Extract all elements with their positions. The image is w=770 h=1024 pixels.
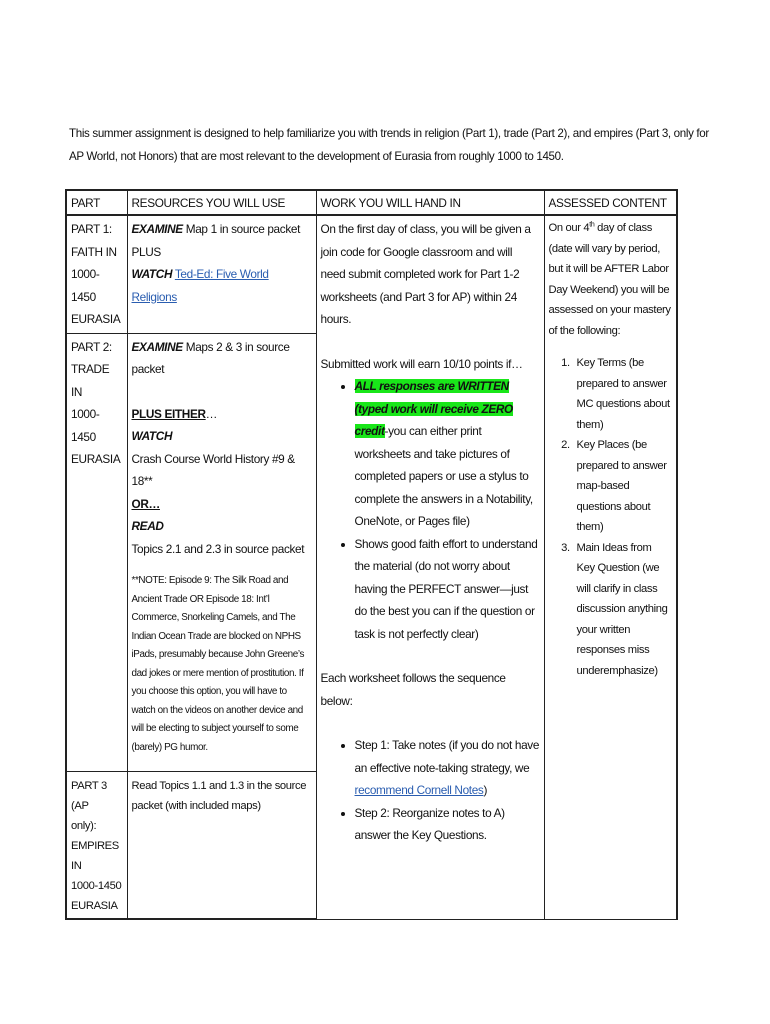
- intro-paragraph: This summer assignment is designed to help familiarize you with trends in religion (Part 1), trade (Part 2), and empires (Part 3, only for AP World, not Honors) that are most relevant to the development of Eurasia from roughly 1000 to 1450.: [69, 127, 709, 163]
- work-intro: On the first day of class, you will be given a join code for Google classroom and will need submit completed work for Part 1-2 worksheets (and Part 3 for AP) within 24 hours.: [320, 222, 531, 326]
- list-item: 3. Main Ideas from Key Question (we will clarify in class discussion anything your written responses miss underemphasize): [573, 538, 673, 682]
- watch-label: WATCH: [131, 267, 173, 281]
- part2-or: OR…: [131, 496, 160, 511]
- assignment-table: [65, 189, 678, 920]
- plus-either-dots: …: [205, 406, 218, 421]
- part2-plus-either: [132, 403, 312, 426]
- assessed-list: [549, 353, 673, 681]
- part2-label-line: TRADE IN: [71, 362, 110, 399]
- part2-watch: WATCH: [131, 429, 173, 443]
- part2-examine-line: [132, 336, 312, 381]
- part3-label: [66, 772, 127, 920]
- assessed-intro-b: day of class (date will vary by period, but it will be AFTER Labor Day Weekend) you will be assessed on your mastery of the following:: [548, 222, 671, 337]
- part2-topics: Topics 2.1 and 2.3 in source packet: [131, 541, 305, 556]
- list-item: [355, 375, 540, 533]
- part3-resources: Read Topics 1.1 and 1.3 in the source packet (with included maps): [127, 772, 316, 920]
- part1-resources: [127, 215, 316, 333]
- list-item: 1. Key Terms (be prepared to answer MC questions about them): [573, 353, 673, 435]
- part2-label-line: 1000-1450: [71, 407, 100, 444]
- part1-label-line: PART 1:: [71, 222, 112, 236]
- part2-label: [66, 333, 127, 772]
- part3-label-line: EURASIA: [71, 900, 118, 912]
- work-criteria-list: [321, 375, 540, 645]
- header-resources: RESOURCES YOU WILL USE: [127, 190, 316, 215]
- assessed-intro-a: On our 4: [548, 222, 590, 234]
- part1-plus: PLUS: [131, 244, 161, 259]
- header-work: WORK YOU WILL HAND IN: [316, 190, 544, 215]
- requirement-text: -you can either print worksheets and take pictures of completed papers or use a stylus to complete the answers in a Notability, OneNote, or Pages file): [354, 424, 533, 528]
- examine-text: Maps 2 & 3 in source packet: [131, 339, 290, 376]
- header-part: PART: [66, 190, 127, 215]
- part2-note: **NOTE: Episode 9: The Silk Road and Ancient Trade OR Episode 18: Int’l Commerce, Snorkeling Camels, and The Indian Ocean Trade are blocked on NPHS iPads, presumably because John Greene’s dad jokes or mere mention of prostitution. If you choose this option, you will have to watch on the videos on another device and will be electing to subject yourself to some (barely) PG humor.: [131, 575, 305, 753]
- part1-label-line: EURASIA: [71, 312, 121, 326]
- work-submitted: Submitted work will earn 10/10 points if…: [320, 356, 523, 371]
- part1-examine-line: [132, 218, 312, 241]
- examine-text: Map 1 in source packet: [182, 222, 301, 236]
- step1-text: Step 1: Take notes (if you do not have an effective note-taking strategy, we: [354, 738, 540, 775]
- examine-label: EXAMINE: [131, 339, 183, 354]
- part2-read: READ: [131, 519, 164, 533]
- list-item: 2. Key Places (be prepared to answer map-based questions about them): [573, 435, 673, 538]
- table-header-row: [66, 190, 677, 215]
- table-row-part1: [66, 215, 677, 333]
- part3-label-line: PART 3 (AP: [71, 780, 107, 812]
- list-item: • Shows good faith effort to understand the material (do not worry about having the PERFECT answer—just do the best you can if the question or task is not perfectly clear): [355, 533, 540, 646]
- step1-end: ): [483, 783, 488, 797]
- assessed-intro-sup: th: [589, 221, 595, 229]
- assessed-cell: [544, 215, 677, 919]
- highlighted-requirement: ALL responses are WRITTEN (typed work will receive ZERO credit: [354, 379, 513, 438]
- cornell-notes-link[interactable]: recommend Cornell Notes: [354, 783, 484, 797]
- part2-crash-course: Crash Course World History #9 & 18**: [131, 451, 295, 488]
- part2-label-line: PART 2:: [71, 339, 112, 354]
- part3-label-line: EMPIRES IN: [71, 840, 119, 872]
- work-sequence: Each worksheet follows the sequence below:: [320, 671, 506, 708]
- assessed-intro: [549, 218, 673, 341]
- work-steps-list: [321, 734, 540, 847]
- part1-watch-line: [132, 263, 312, 308]
- plus-either-label: PLUS EITHER: [131, 406, 206, 421]
- list-item: • Step 2: Reorganize notes to A) answer the Key Questions.: [355, 802, 540, 847]
- part1-label-line: FAITH IN: [71, 244, 117, 259]
- examine-label: EXAMINE: [131, 222, 183, 236]
- header-assessed: ASSESSED CONTENT: [544, 190, 677, 215]
- part2-resources: [127, 333, 316, 772]
- part1-label: [66, 215, 127, 333]
- ted-ed-link[interactable]: Ted-Ed: Five World Religions: [131, 267, 269, 304]
- part2-label-line: EURASIA: [71, 452, 121, 466]
- part1-label-line: 1000-1450: [71, 267, 100, 304]
- part3-label-line: only):: [71, 820, 97, 832]
- list-item: [355, 734, 540, 802]
- work-cell: [316, 215, 544, 919]
- part3-label-line: 1000-1450: [71, 880, 122, 892]
